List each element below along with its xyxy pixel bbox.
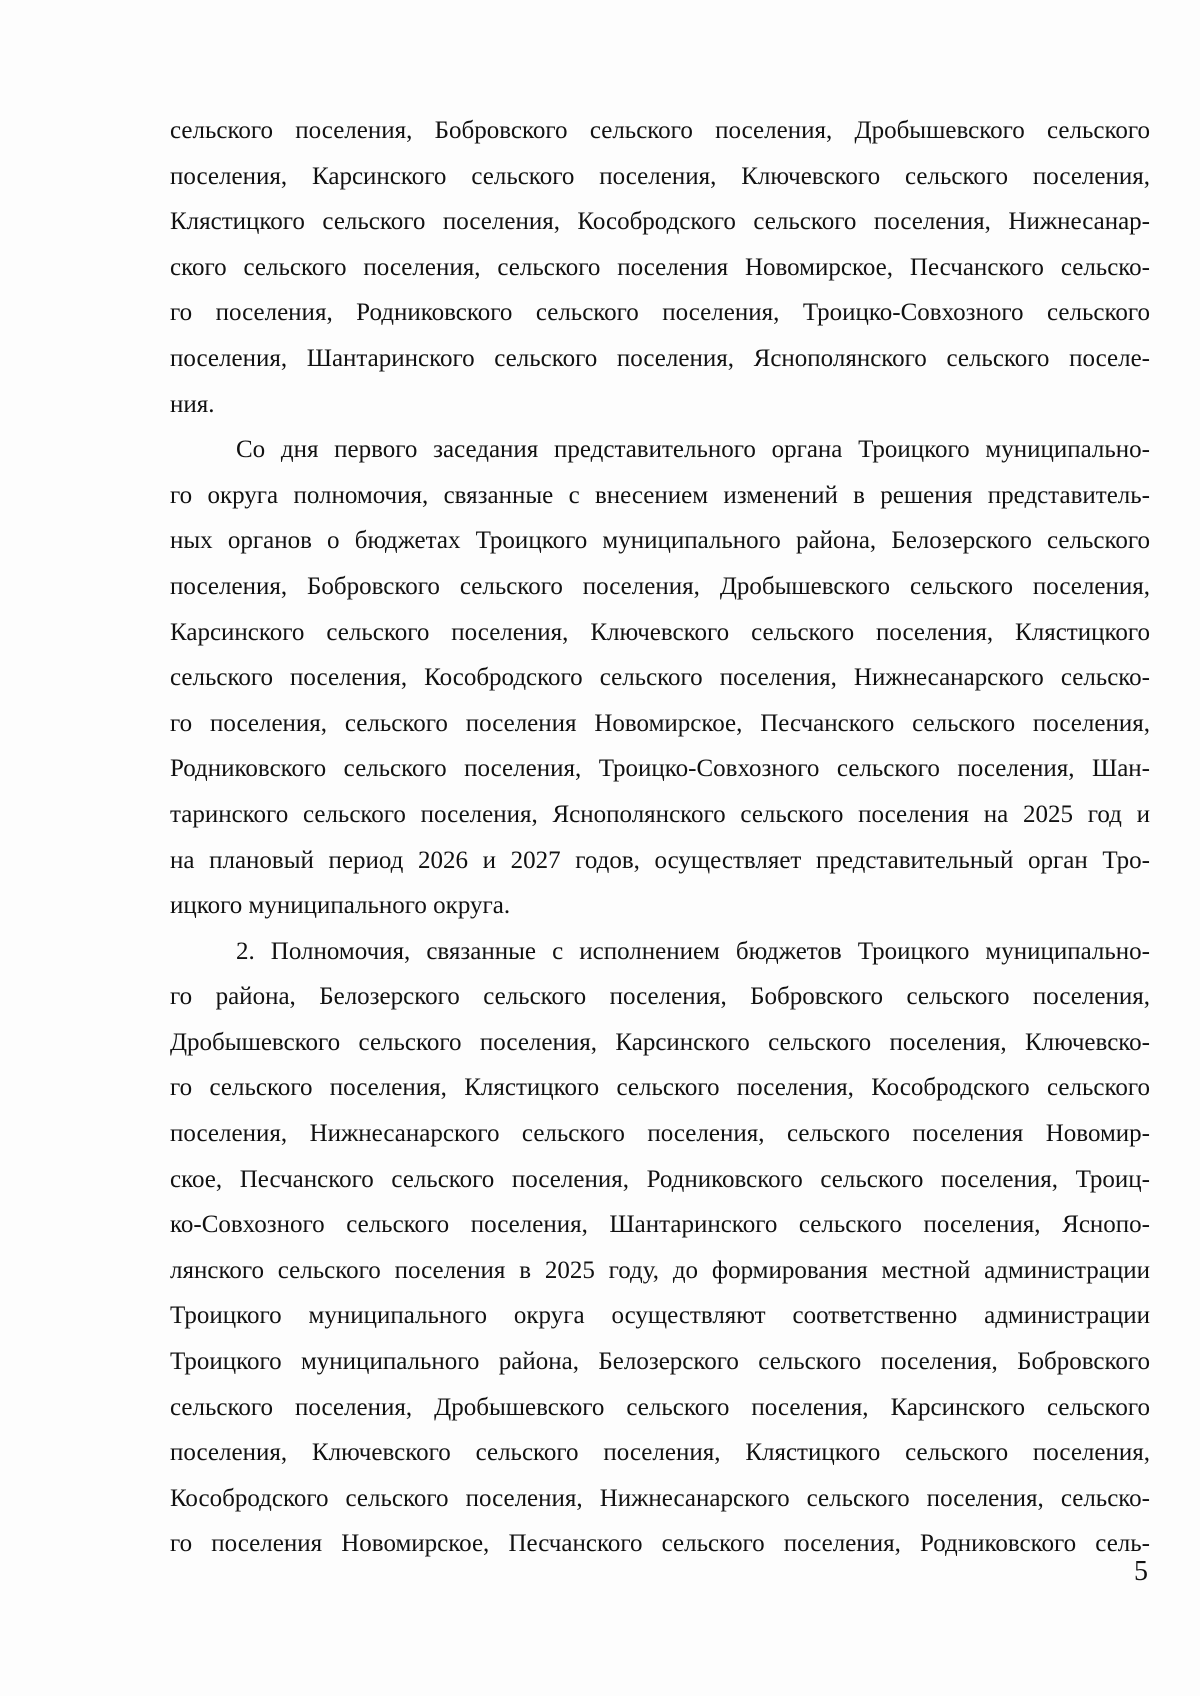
text-line: Карсинского сельского поселения, Ключевского сельского поселения, Клястицкого	[170, 618, 1150, 646]
text-line: ных органов о бюджетах Троицкого муниципального района, Белозерского сельского	[170, 527, 1150, 555]
text-line: поселения, Шантаринского сельского поселения, Яснополянского сельского поселе-	[170, 344, 1150, 372]
text-line: поселения, Ключевского сельского поселения, Клястицкого сельского поселения,	[170, 1439, 1150, 1467]
text-line: го поселения, Родниковского сельского поселения, Троицко-Совхозного сельского	[170, 299, 1150, 327]
text-line: поселения, Карсинского сельского поселения, Ключевского сельского поселения,	[170, 162, 1150, 190]
page-number: 5	[1134, 1556, 1148, 1587]
text-line: Со дня первого заседания представительного органа Троицкого муниципально-	[236, 436, 1150, 464]
text-line: поселения, Бобровского сельского поселения, Дробышевского сельского поселения,	[170, 572, 1150, 600]
document-body	[170, 108, 1150, 1567]
text-line: го района, Белозерского сельского поселения, Бобровского сельского поселения,	[170, 983, 1150, 1011]
text-line: Троицкого муниципального района, Белозерского сельского поселения, Бобровского	[170, 1348, 1150, 1376]
text-line: Кособродского сельского поселения, Нижнесанарского сельского поселения, сельско-	[170, 1484, 1150, 1512]
text-line: Клястицкого сельского поселения, Кособродского сельского поселения, Нижнесанар-	[170, 208, 1150, 236]
text-line: поселения, Нижнесанарского сельского поселения, сельского поселения Новомир-	[170, 1120, 1150, 1148]
text-line: Троицкого муниципального округа осуществляют соответственно администрации	[170, 1302, 1150, 1330]
text-line: го сельского поселения, Клястицкого сельского поселения, Кособродского сельского	[170, 1074, 1150, 1102]
text-line: лянского сельского поселения в 2025 году, до формирования местной администрации	[170, 1256, 1150, 1284]
text-line: ко-Совхозного сельского поселения, Шантаринского сельского поселения, Яснопо-	[170, 1211, 1150, 1239]
text-line: Дробышевского сельского поселения, Карсинского сельского поселения, Ключевско-	[170, 1028, 1150, 1056]
text-line: сельского поселения, Дробышевского сельского поселения, Карсинского сельского	[170, 1393, 1150, 1421]
text-line: ицкого муниципального округа.	[170, 892, 511, 920]
text-line: ния.	[170, 390, 215, 418]
text-line: сельского поселения, Кособродского сельского поселения, Нижнесанарского сельско-	[170, 664, 1150, 692]
text-line: го поселения Новомирское, Песчанского сельского поселения, Родниковского сель-	[170, 1530, 1150, 1558]
text-line: таринского сельского поселения, Яснополянского сельского поселения на 2025 год и	[170, 800, 1150, 828]
text-line: сельского поселения, Бобровского сельского поселения, Дробышевского сельского	[170, 117, 1150, 144]
text-line: на плановый период 2026 и 2027 годов, осуществляет представительный орган Тро-	[170, 846, 1150, 874]
text-line: го поселения, сельского поселения Новомирское, Песчанского сельского поселения,	[170, 709, 1150, 737]
text-line: го округа полномочия, связанные с внесением изменений в решения представитель-	[170, 481, 1150, 509]
text-line: 2. Полномочия, связанные с исполнением бюджетов Троицкого муниципально-	[236, 937, 1150, 965]
text-line: ское, Песчанского сельского поселения, Родниковского сельского поселения, Троиц-	[170, 1165, 1150, 1193]
text-line: ского сельского поселения, сельского поселения Новомирское, Песчанского сельско-	[170, 253, 1150, 281]
text-line: Родниковского сельского поселения, Троицко-Совхозного сельского поселения, Шан-	[170, 755, 1150, 783]
